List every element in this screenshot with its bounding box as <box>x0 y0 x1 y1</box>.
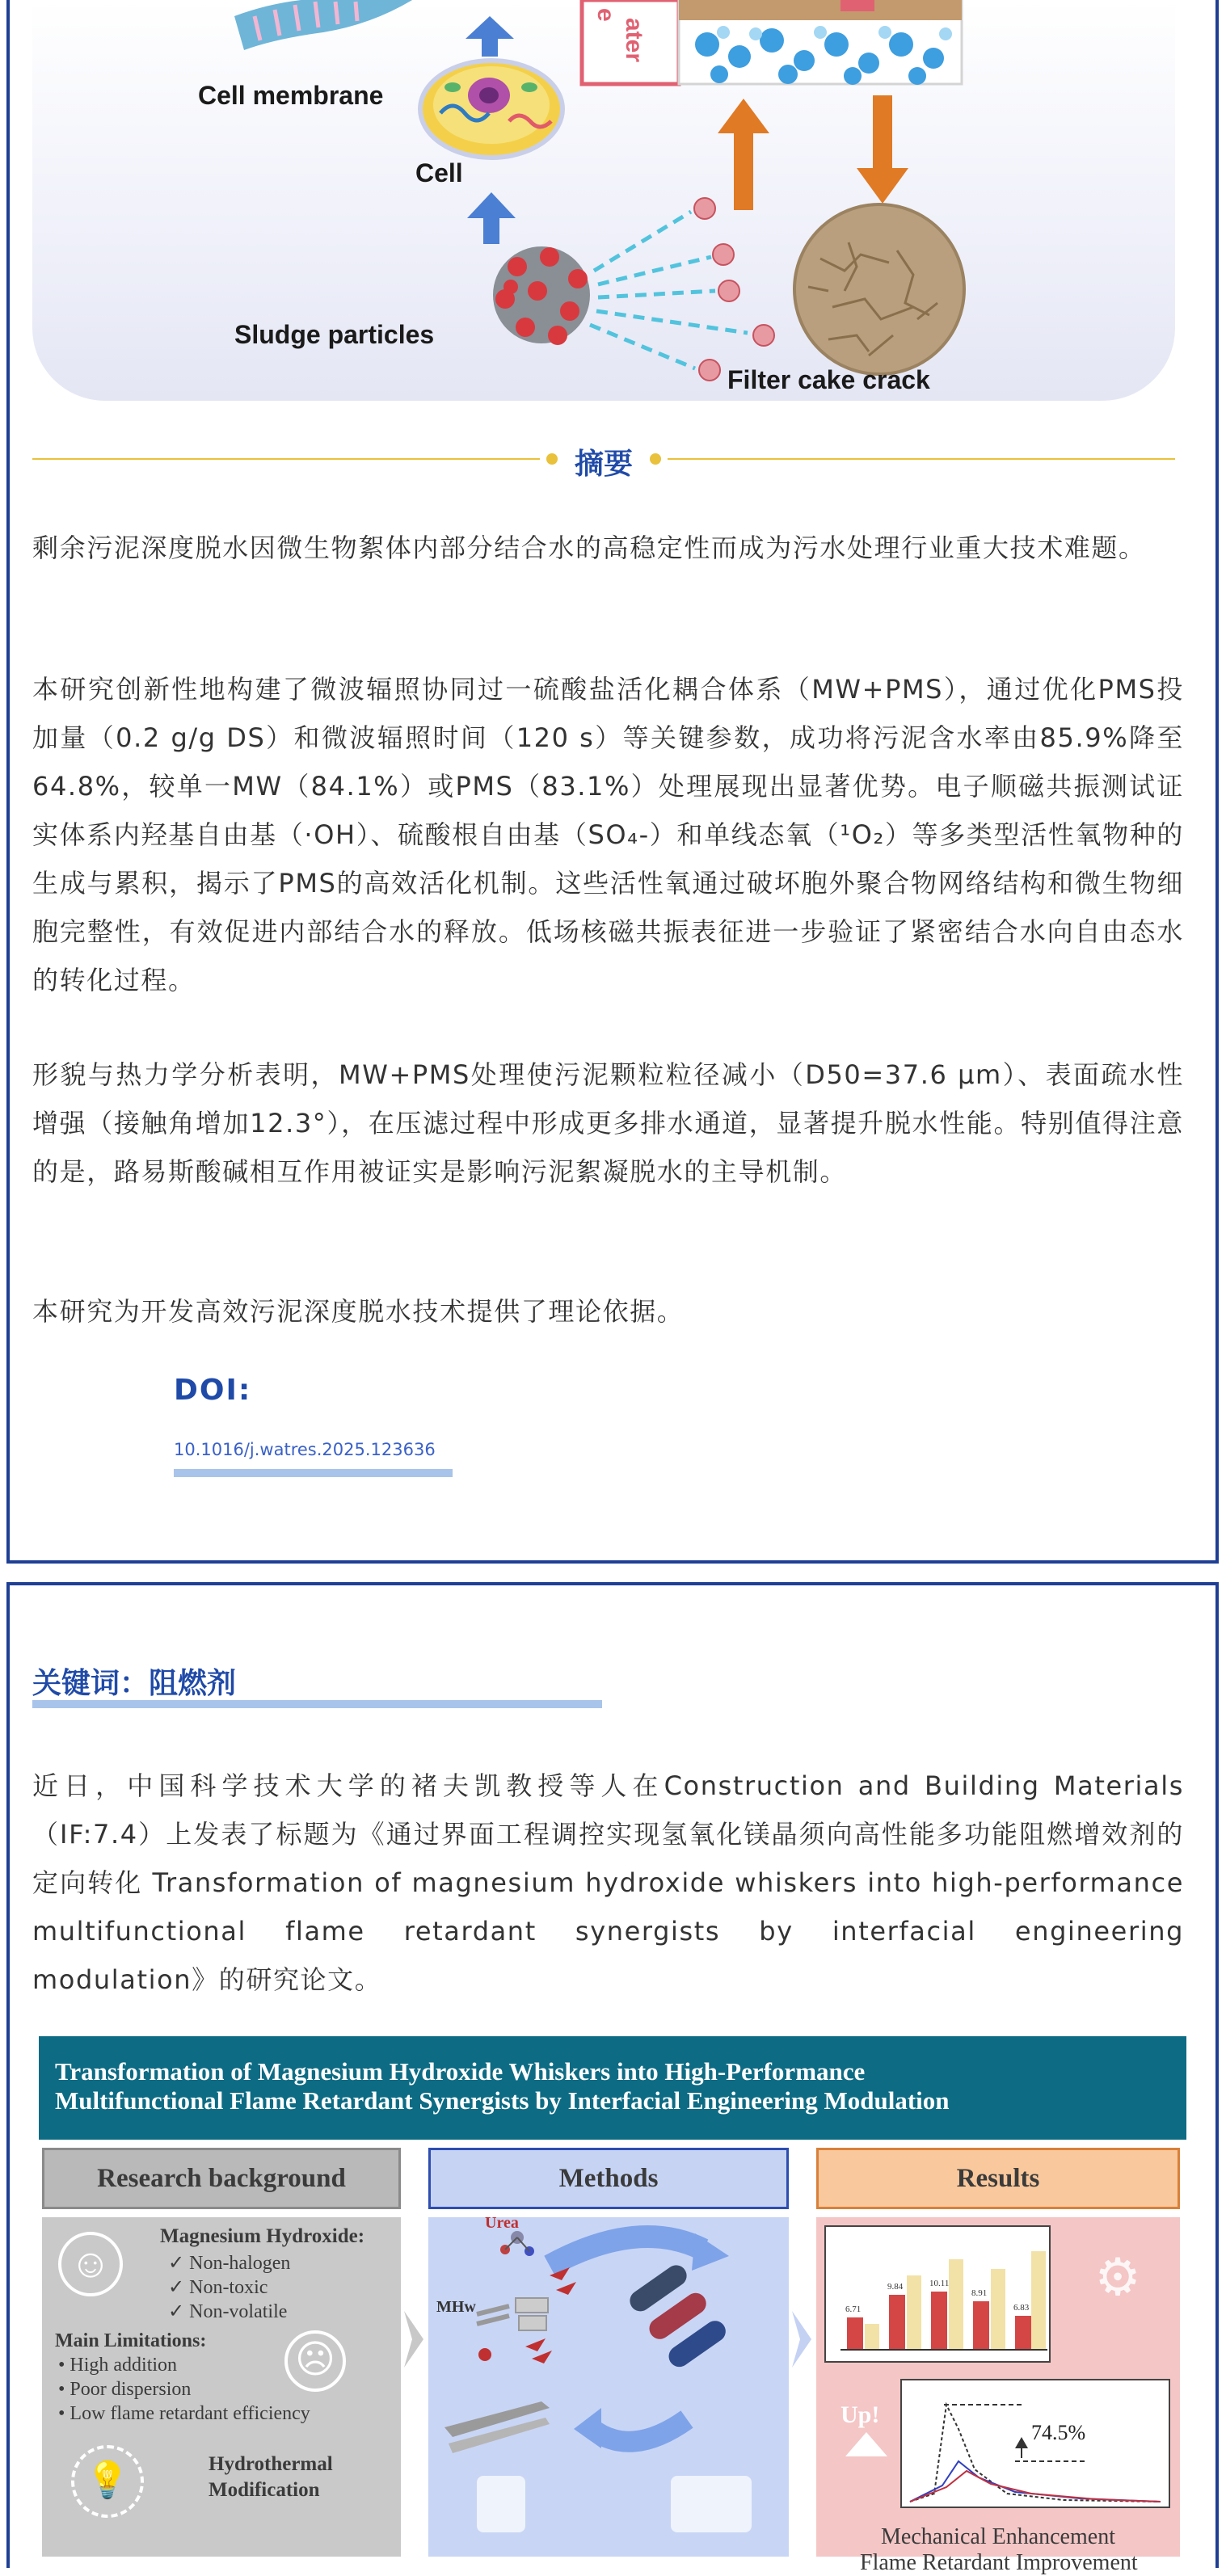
svg-text:ater: ater <box>621 18 647 63</box>
panel-results <box>816 2148 1180 2575</box>
up-arrow-icon <box>467 192 516 244</box>
flame-retardant-label: Flame Retardant Improvement <box>860 2550 1138 2575</box>
reduction-percentage: 74.5% <box>1031 2421 1086 2444</box>
chevron-right-icon <box>792 2311 811 2368</box>
mh-item-1: ✓ Non-halogen <box>168 2253 291 2274</box>
mh-item-2: ✓ Non-toxic <box>168 2277 268 2298</box>
article2-intro: 近日，中国科学技术大学的褚夫凯教授等人在Construction and Building Materials（IF:7.4）上发表了标题为《通过界面工程调控实现氢氧化镁晶须向高性能多功能阻燃增效剂的定向转化 Transformation of magnesium hydroxide whiskers into high-performance multifunctional flame retardant synergists by interfacial engineering modulation》的研究论文。 <box>32 1770 1184 1995</box>
membrane-shape <box>234 0 412 50</box>
up-arrow-icon <box>845 2432 887 2456</box>
limitation-item-2: • Poor dispersion <box>58 2379 192 2400</box>
heat-release-chart <box>900 2379 1170 2508</box>
modification-label: Modification <box>209 2479 320 2501</box>
sludge-dewatering-figure <box>32 0 1175 401</box>
keyword-heading: 关键词：阻燃剂 <box>32 1667 237 1700</box>
cell-membrane-label: Cell membrane <box>198 81 384 110</box>
filter-cake-crack-label: Filter cake crack <box>727 365 930 394</box>
abstract-paragraph-3: 形貌与热力学分析表明，MW+PMS处理使污泥颗粒粒径减小（D50=37.6 μm）、表面疏水性增强（接触角增加12.3°），在压滤过程中形成更多排水通道，显著提升脱水性能。特别值得注意的是，路易斯酸碱相互作用被证实是影响污泥絮凝脱水的主导机制。 <box>32 1059 1184 1187</box>
hydrothermal-label: Hydrothermal <box>209 2453 333 2475</box>
panel-research-background <box>42 2148 401 2552</box>
mh-title: Magnesium Hydroxide: <box>160 2225 365 2247</box>
tensile-bar-chart <box>824 2225 1051 2363</box>
bar-label: 6.83 <box>1013 2303 1030 2313</box>
limitations-title: Main Limitations: <box>55 2330 207 2351</box>
mhw-label: MHw <box>436 2298 476 2316</box>
lightbulb-icon: 💡 <box>71 2445 144 2518</box>
doi-link[interactable]: 10.1016/j.watres.2025.123636 <box>174 1440 436 1459</box>
graphical-abstract-1 <box>32 0 1175 401</box>
figure-title-banner <box>39 2036 1186 2140</box>
up-arrow-icon <box>466 16 514 57</box>
abstract-paragraph-2: 本研究创新性地构建了微波辐照协同过一硫酸盐活化耦合体系（MW+PMS），通过优化PMS投加量（0.2 g/g DS）和微波辐照时间（120 s）等关键参数，成功将污泥含水率由85.9%降至64.8%，较单一MW（84.1%）或PMS（83.1%）处理展现出显著优势。电子顺磁共振测试证实体系内羟基自由基（·OH）、硫酸根自由基（SO₄-）和单线态氧（¹O₂）等多类型活性氧物种的生成与累积，揭示了PMS的高效活化机制。这些活性氧通过破坏胞外聚合物网络结构和微生物细胞完整性，有效促进内部结合水的释放。低场核磁共振表征进一步验证了紧密结合水向自由态水的转化过程。 <box>32 674 1184 995</box>
graphical-abstract-2 <box>39 2036 1186 2575</box>
mh-item-3: ✓ Non-volatile <box>168 2301 288 2322</box>
cell-label: Cell <box>415 158 463 187</box>
chevron-right-icon <box>404 2311 423 2368</box>
urea-label: Urea <box>485 2214 519 2232</box>
doi-label: DOI: <box>174 1374 252 1407</box>
sad-face-icon: ☹ <box>284 2330 346 2392</box>
divider-line-right <box>668 458 1175 460</box>
up-label: Up! <box>841 2401 880 2428</box>
panel-methods <box>428 2148 789 2552</box>
methods-illustration <box>428 2217 789 2557</box>
svg-text:e: e <box>592 8 619 22</box>
divider-dot-right <box>650 453 661 465</box>
sludge-particles-label: Sludge particles <box>234 320 435 349</box>
gear-icon: ⚙ <box>1094 2248 1141 2308</box>
down-arrow-icon <box>857 95 908 204</box>
bar-label: 6.71 <box>845 2305 862 2314</box>
mechanical-enhancement-label: Mechanical Enhancement <box>881 2524 1115 2549</box>
abstract-paragraph-4: 本研究为开发高效污泥深度脱水技术提供了理论依据。 <box>32 1296 685 1327</box>
bar-label: 8.91 <box>971 2288 988 2298</box>
keyword-underline-bar <box>32 1700 602 1708</box>
bar-label: 10.11 <box>929 2279 950 2288</box>
panel-results-title: Results <box>816 2148 1180 2209</box>
abstract-paragraph-1: 剩余污泥深度脱水因微生物絮体内部分结合水的高稳定性而成为污水处理行业重大技术难题。 <box>32 532 1146 563</box>
abstract-heading-divider <box>32 436 1175 482</box>
panel-research-background-title: Research background <box>42 2148 401 2209</box>
abstract-heading: 摘要 <box>574 448 633 481</box>
figure-title-line-1: Transformation of Magnesium Hydroxide Whiskers into High-Performance <box>55 2057 866 2086</box>
smiley-icon: ☺ <box>58 2232 123 2296</box>
bar-label: 9.84 <box>887 2282 904 2292</box>
figure-title-line-2: Multifunctional Flame Retardant Synergists by Interfacial Engineering Modulation <box>55 2086 950 2115</box>
doi-underline-bar <box>174 1469 453 1477</box>
up-arrow-icon <box>718 99 769 210</box>
panel-methods-title: Methods <box>428 2148 789 2209</box>
limitation-item-1: • High addition <box>58 2355 178 2376</box>
limitation-item-3: • Low flame retardant efficiency <box>58 2403 310 2424</box>
